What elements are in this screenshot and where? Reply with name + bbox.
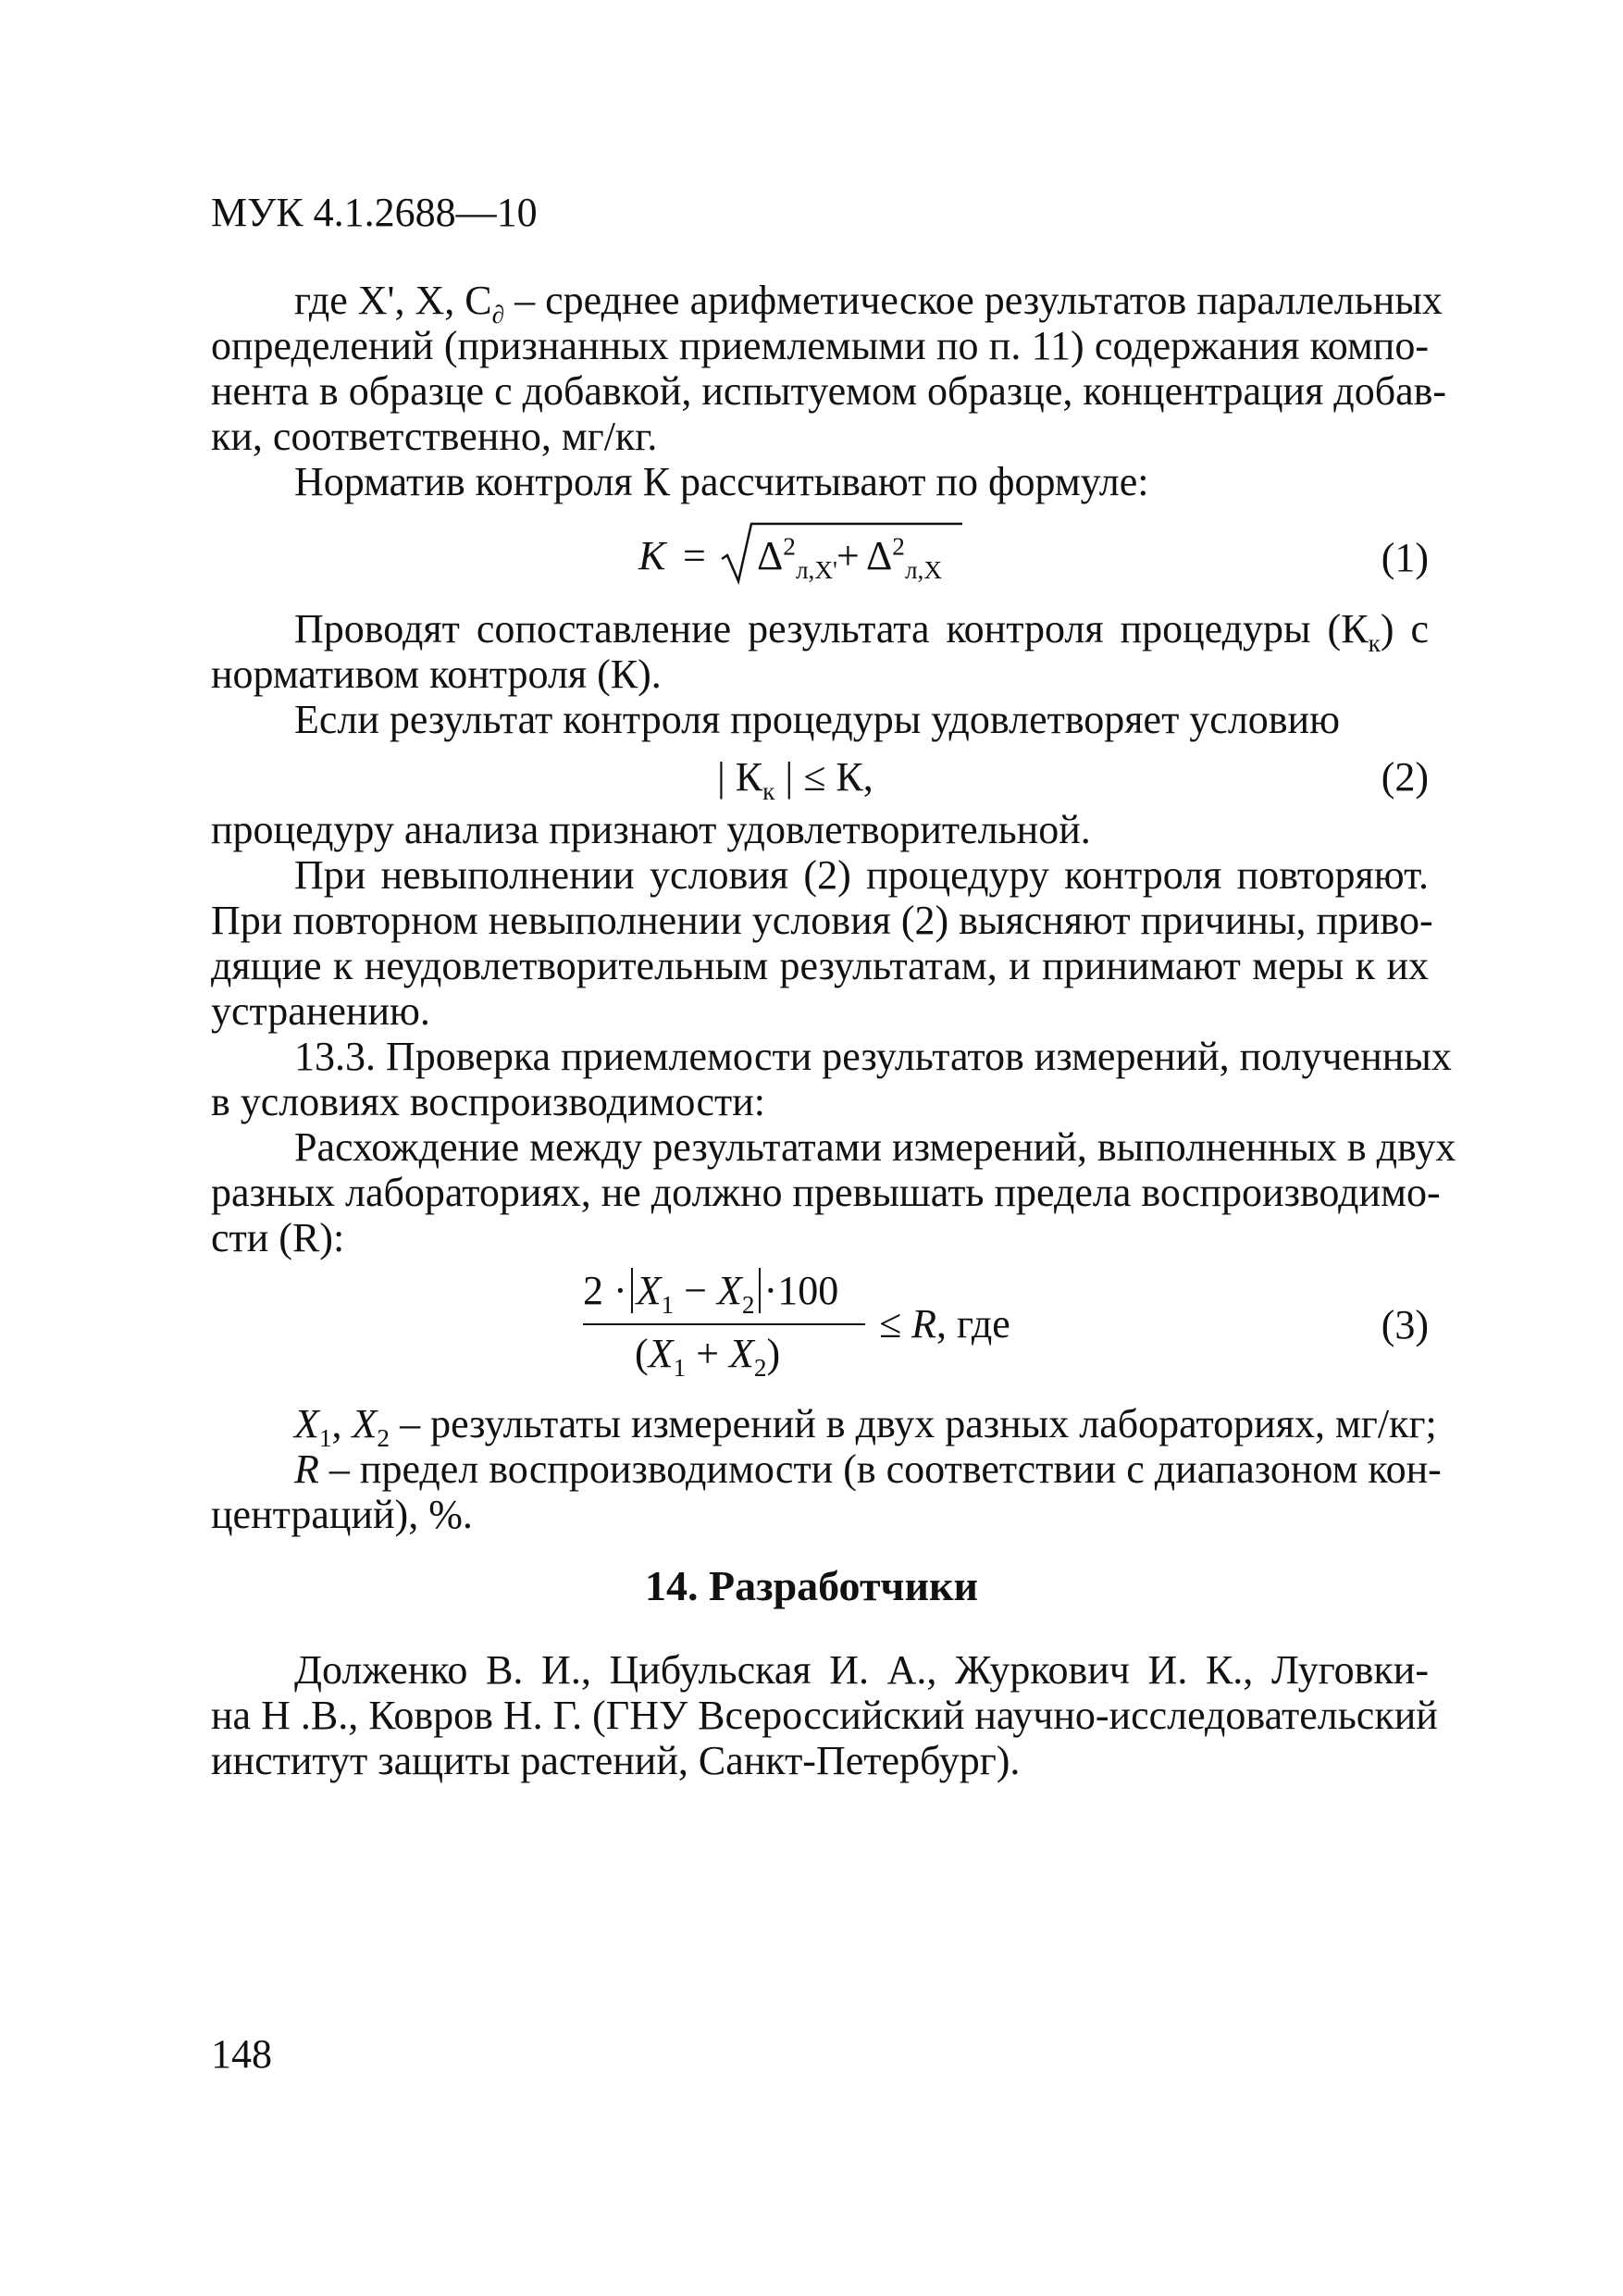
para6-line4: устранению. xyxy=(211,988,430,1034)
para6-line1: При невыполнении условия (2) процедуру контроля повторяют. xyxy=(294,852,1429,898)
para8-line2: разных лабораториях, не должно превышать предела воспроизводимо- xyxy=(211,1170,1441,1215)
formula-3-numerator: $2 \cdot X_1 - X_2 \cdot 100$ xyxy=(583,1268,839,1319)
equation-number-1: (1) xyxy=(1381,535,1429,580)
equation-number-2: (2) xyxy=(1381,754,1429,800)
para1-line1: где X', X, $C_\partial$ – среднее арифметическое результатов параллельных xyxy=(294,278,1443,329)
para7-line2: в условиях воспроизводимости: xyxy=(211,1079,766,1124)
section-14-heading: 14. Разработчики xyxy=(644,1562,978,1609)
formula-3-denominator: $(X_1 + X_2)$ xyxy=(635,1331,781,1382)
para3-line2: нормативом контроля (К). xyxy=(211,652,662,697)
para1-line3: нента в образце с добавкой, испытуемом образце, концентрация добав- xyxy=(211,368,1447,414)
para1-line4: ки, соответственно, мг/кг. xyxy=(211,414,658,459)
para2-line1: Норматив контроля К рассчитывают по формуле: xyxy=(294,459,1149,504)
para3-line1: Проводят сопоставление результата контроля процедуры $(К_к)$ с xyxy=(294,606,1429,657)
para11-line2: на Н .В., Ковров Н. Г. (ГНУ Всероссийский научно-исследовательский xyxy=(211,1693,1438,1738)
formula-2: | $К_к$ | ≤ К, xyxy=(717,754,873,805)
para11-line3: институт защиты растений, Санкт-Петербург). xyxy=(211,1738,1021,1783)
para1-line2: определений (признанных приемлемыми по п. 11) содержания компо- xyxy=(211,323,1429,368)
para10-line1: R – предел воспроизводимости (в соответствии с диапазоном кон- xyxy=(294,1446,1442,1492)
para9-line1: $X_1$, $X_2$ – результаты измерений в двух разных лабораториях, мг/кг; xyxy=(294,1401,1437,1452)
para7-line1: 13.3. Проверка приемлемости результатов измерений, полученных xyxy=(294,1034,1452,1079)
para6-line2: При повторном невыполнении условия (2) выясняют причины, приво- xyxy=(211,898,1433,943)
page-number: 148 xyxy=(211,2031,272,2077)
para6-line3: дящие к неудовлетворительным результатам, и принимают меры к их xyxy=(211,943,1429,988)
fraction-bar xyxy=(583,1323,865,1325)
document-code-header: МУК 4.1.2688—10 xyxy=(211,190,538,235)
para5-line1: процедуру анализа признают удовлетворительной. xyxy=(211,807,1091,852)
formula-3: $2 \cdot X_1 - X_2 \cdot 100$ $(X_1 + X_2)$ ≤ R, где xyxy=(583,1268,1010,1382)
formula-1: К = $\Delta^2_{л,X'}$ + $\Delta^2_{л,X}$ xyxy=(638,520,962,585)
para4-line1: Если результат контроля процедуры удовлетворяет условию xyxy=(294,697,1340,742)
para11-line1: Долженко В. И., Цибульская И. А., Журкович И. К., Луговки- xyxy=(294,1647,1429,1693)
equation-number-3: (3) xyxy=(1381,1302,1429,1347)
para10-line2: центраций), %. xyxy=(211,1492,473,1537)
para8-line1: Расхождение между результатами измерений, выполненных в двух xyxy=(294,1124,1456,1170)
para8-line3: сти (R): xyxy=(211,1215,345,1260)
